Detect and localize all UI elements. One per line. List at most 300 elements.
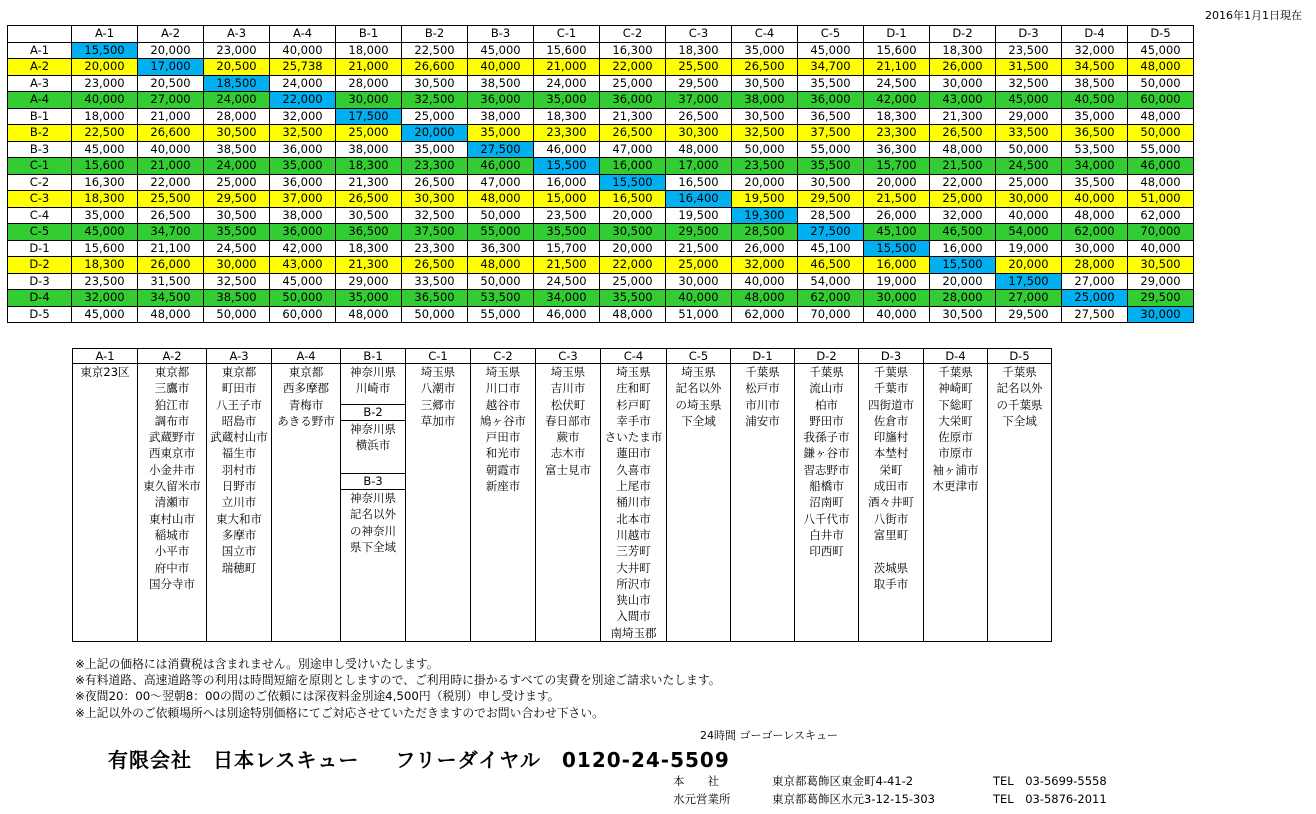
price-cell-same-zone: 27,500 bbox=[468, 141, 534, 158]
area-name: 流山市 bbox=[809, 381, 844, 396]
area-name: 市原市 bbox=[938, 446, 973, 461]
price-cell: 25,000 bbox=[336, 125, 402, 142]
price-cell: 38,500 bbox=[204, 290, 270, 307]
price-cell: 23,000 bbox=[204, 42, 270, 59]
price-cell: 40,000 bbox=[270, 42, 336, 59]
price-cell: 26,000 bbox=[732, 240, 798, 257]
price-cell: 31,500 bbox=[138, 273, 204, 290]
price-cell: 38,500 bbox=[204, 141, 270, 158]
price-cell: 48,000 bbox=[930, 141, 996, 158]
area-name: 所沢市 bbox=[616, 576, 651, 591]
area-subheader: B-3 bbox=[341, 473, 405, 490]
area-name: 四街道市 bbox=[868, 397, 914, 412]
price-cell: 18,300 bbox=[336, 158, 402, 175]
price-cell: 26,500 bbox=[402, 174, 468, 191]
price-cell: 50,000 bbox=[732, 141, 798, 158]
price-cell: 21,300 bbox=[930, 108, 996, 125]
price-cell: 51,000 bbox=[1128, 191, 1194, 208]
price-cell: 55,000 bbox=[468, 306, 534, 323]
price-cell: 53,500 bbox=[468, 290, 534, 307]
price-cell: 48,000 bbox=[600, 306, 666, 323]
price-cell: 26,600 bbox=[402, 59, 468, 76]
matrix-row bbox=[8, 257, 1194, 274]
price-cell: 20,500 bbox=[204, 59, 270, 76]
price-cell: 50,000 bbox=[996, 141, 1062, 158]
area-column bbox=[731, 364, 795, 642]
price-cell: 15,600 bbox=[534, 42, 600, 59]
area-name: 三芳町 bbox=[616, 544, 651, 559]
column-header: D-5 bbox=[1128, 26, 1194, 43]
price-cell-same-zone: 17,500 bbox=[336, 108, 402, 125]
area-column bbox=[601, 364, 667, 642]
row-header: A-2 bbox=[8, 59, 72, 76]
price-cell: 19,500 bbox=[732, 191, 798, 208]
price-cell: 29,500 bbox=[666, 75, 732, 92]
price-cell: 50,000 bbox=[204, 306, 270, 323]
area-name: 東京23区 bbox=[80, 365, 130, 379]
price-cell: 36,000 bbox=[468, 92, 534, 109]
area-column-header: D-2 bbox=[795, 349, 859, 364]
matrix-row bbox=[8, 108, 1194, 125]
freedial-number: フリーダイヤル 0120-24-5509 bbox=[395, 748, 730, 772]
price-cell: 32,500 bbox=[402, 207, 468, 224]
price-cell: 19,500 bbox=[666, 207, 732, 224]
price-cell: 28,000 bbox=[1062, 257, 1128, 274]
price-matrix bbox=[7, 25, 1194, 323]
price-cell: 21,500 bbox=[930, 158, 996, 175]
area-name: 神奈川県 bbox=[350, 365, 396, 379]
area-name: 清瀬市 bbox=[154, 495, 190, 510]
price-cell: 18,300 bbox=[666, 42, 732, 59]
area-name: 本埜村 bbox=[873, 446, 909, 461]
area-name: 千葉県 bbox=[873, 365, 909, 379]
price-cell: 30,000 bbox=[864, 290, 930, 307]
price-cell: 26,500 bbox=[600, 125, 666, 142]
area-name: 日野市 bbox=[221, 479, 257, 494]
price-cell: 50,000 bbox=[1128, 75, 1194, 92]
price-cell: 54,000 bbox=[798, 273, 864, 290]
row-header: B-1 bbox=[8, 108, 72, 125]
price-cell: 48,000 bbox=[1062, 207, 1128, 224]
area-name: 木更津市 bbox=[932, 479, 979, 494]
price-cell: 24,500 bbox=[204, 240, 270, 257]
matrix-row bbox=[8, 290, 1194, 307]
price-cell: 36,300 bbox=[468, 240, 534, 257]
area-name: 春日部市 bbox=[545, 413, 591, 428]
area-name: 白井市 bbox=[809, 527, 844, 542]
area-name: 朝霞市 bbox=[485, 462, 521, 477]
area-name: 記名以外 bbox=[996, 381, 1043, 396]
row-header: A-1 bbox=[8, 42, 72, 59]
price-cell: 42,000 bbox=[270, 240, 336, 257]
price-cell: 45,000 bbox=[270, 273, 336, 290]
matrix-row bbox=[8, 224, 1194, 241]
column-header: C-1 bbox=[534, 26, 600, 43]
price-cell: 48,000 bbox=[732, 290, 798, 307]
price-cell: 22,500 bbox=[72, 125, 138, 142]
price-cell: 32,000 bbox=[72, 290, 138, 307]
area-name: 桶川市 bbox=[616, 495, 651, 510]
price-cell: 50,000 bbox=[468, 273, 534, 290]
price-cell: 43,000 bbox=[930, 92, 996, 109]
area-column-header: C-3 bbox=[536, 349, 601, 364]
price-cell: 34,000 bbox=[534, 290, 600, 307]
price-cell: 26,500 bbox=[930, 125, 996, 142]
price-cell: 60,000 bbox=[270, 306, 336, 323]
price-cell: 28,500 bbox=[798, 207, 864, 224]
matrix-corner bbox=[8, 26, 72, 43]
area-name: 青梅市 bbox=[288, 397, 324, 412]
price-cell: 30,000 bbox=[204, 257, 270, 274]
area-name: 印旛村 bbox=[873, 430, 909, 445]
price-cell: 21,500 bbox=[864, 191, 930, 208]
area-name: 印西町 bbox=[809, 544, 844, 559]
area-column-header: D-4 bbox=[924, 349, 988, 364]
price-cell: 16,500 bbox=[600, 191, 666, 208]
area-name: 神奈川県 bbox=[350, 491, 396, 506]
area-name: 埼玉県 bbox=[550, 365, 586, 379]
area-name: 埼玉県 bbox=[681, 365, 716, 379]
price-cell: 23,300 bbox=[402, 158, 468, 175]
price-cell: 26,500 bbox=[138, 207, 204, 224]
price-cell-same-zone: 17,500 bbox=[996, 273, 1062, 290]
area-name: 我孫子市 bbox=[803, 430, 850, 445]
area-name: 川口市 bbox=[485, 381, 521, 396]
column-header: C-3 bbox=[666, 26, 732, 43]
row-header: C-2 bbox=[8, 174, 72, 191]
note-line: ※有料道路、高速道路等の利用は時間短縮を原則としますので、ご利用時に掛かるすべての実費を別途ご請求いたします。 bbox=[75, 673, 721, 688]
price-cell: 29,000 bbox=[336, 273, 402, 290]
price-cell: 15,000 bbox=[534, 191, 600, 208]
price-cell: 35,000 bbox=[1062, 108, 1128, 125]
price-cell: 40,000 bbox=[138, 141, 204, 158]
price-cell: 25,000 bbox=[930, 191, 996, 208]
area-column bbox=[667, 364, 731, 642]
price-cell: 21,100 bbox=[138, 240, 204, 257]
area-name: 東久留米市 bbox=[143, 479, 201, 494]
price-cell: 32,000 bbox=[270, 108, 336, 125]
price-cell: 18,300 bbox=[72, 191, 138, 208]
price-cell: 35,000 bbox=[336, 290, 402, 307]
area-name: 福生市 bbox=[221, 446, 257, 461]
price-cell: 35,000 bbox=[72, 207, 138, 224]
price-cell: 25,738 bbox=[270, 59, 336, 76]
price-cell: 21,300 bbox=[336, 257, 402, 274]
price-cell: 16,000 bbox=[600, 158, 666, 175]
price-cell: 36,500 bbox=[402, 290, 468, 307]
area-name: 八王子市 bbox=[216, 397, 262, 412]
area-name: 埼玉県 bbox=[420, 365, 456, 379]
price-cell: 21,000 bbox=[138, 108, 204, 125]
area-name: 西東京市 bbox=[149, 446, 195, 461]
price-cell: 19,000 bbox=[864, 273, 930, 290]
price-cell: 35,000 bbox=[468, 125, 534, 142]
column-header: D-3 bbox=[996, 26, 1062, 43]
price-cell: 24,000 bbox=[204, 158, 270, 175]
area-name: 三郷市 bbox=[420, 397, 456, 412]
price-cell: 30,500 bbox=[336, 207, 402, 224]
area-name: 沼南町 bbox=[809, 495, 844, 510]
note-line: ※上記の価格には消費税は含まれません。別途申し受けいたします。 bbox=[75, 657, 439, 671]
price-cell: 23,500 bbox=[534, 207, 600, 224]
area-name: あきる野市 bbox=[277, 413, 335, 428]
price-cell: 20,000 bbox=[600, 240, 666, 257]
price-cell: 38,500 bbox=[468, 75, 534, 92]
price-cell: 24,000 bbox=[204, 92, 270, 109]
price-cell: 28,000 bbox=[336, 75, 402, 92]
area-name: 八街市 bbox=[873, 511, 909, 526]
area-name: 国分寺市 bbox=[149, 576, 195, 591]
matrix-row bbox=[8, 141, 1194, 158]
price-cell: 30,500 bbox=[600, 224, 666, 241]
price-cell: 35,000 bbox=[402, 141, 468, 158]
price-cell: 50,000 bbox=[1128, 125, 1194, 142]
price-cell: 25,000 bbox=[402, 108, 468, 125]
price-cell: 40,000 bbox=[468, 59, 534, 76]
area-column-header: A-3 bbox=[207, 349, 272, 364]
area-name: 武蔵村山市 bbox=[210, 430, 268, 445]
area-column-header: D-1 bbox=[731, 349, 795, 364]
area-name: 羽村市 bbox=[221, 462, 257, 477]
price-cell: 25,000 bbox=[600, 273, 666, 290]
column-header: B-3 bbox=[468, 26, 534, 43]
area-column bbox=[207, 364, 272, 642]
price-cell: 22,000 bbox=[930, 174, 996, 191]
price-cell: 40,000 bbox=[72, 92, 138, 109]
area-name: 府中市 bbox=[154, 560, 190, 575]
price-cell: 30,500 bbox=[204, 125, 270, 142]
column-header: D-4 bbox=[1062, 26, 1128, 43]
row-header: B-2 bbox=[8, 125, 72, 142]
price-cell: 29,000 bbox=[1128, 273, 1194, 290]
price-cell: 26,500 bbox=[732, 59, 798, 76]
price-cell: 43,000 bbox=[270, 257, 336, 274]
area-name: 栄町 bbox=[879, 462, 903, 477]
area-name: 吉川市 bbox=[550, 381, 586, 396]
area-name: 横浜市 bbox=[355, 437, 391, 452]
area-name: 富里町 bbox=[873, 527, 909, 542]
price-cell: 15,600 bbox=[72, 240, 138, 257]
price-cell: 29,500 bbox=[204, 191, 270, 208]
note-line: ※上記以外のご依頼場所へは別途特別価格にてご対応させていただきますのでお問い合わせ下さい。 bbox=[75, 705, 604, 720]
price-cell: 50,000 bbox=[402, 306, 468, 323]
area-name: 千葉県 bbox=[938, 365, 973, 379]
area-name: 小金井市 bbox=[149, 462, 195, 477]
price-cell: 24,500 bbox=[996, 158, 1062, 175]
price-cell: 40,500 bbox=[1062, 92, 1128, 109]
price-cell-same-zone: 30,000 bbox=[1128, 306, 1194, 323]
area-name: 千葉県 bbox=[745, 365, 780, 379]
area-name: 調布市 bbox=[154, 413, 190, 428]
price-cell: 46,500 bbox=[798, 257, 864, 274]
matrix-row bbox=[8, 59, 1194, 76]
price-cell: 70,000 bbox=[798, 306, 864, 323]
price-cell: 21,300 bbox=[336, 174, 402, 191]
company-banner bbox=[108, 744, 766, 773]
area-column-header: C-2 bbox=[471, 349, 536, 364]
price-cell: 23,300 bbox=[864, 125, 930, 142]
price-cell: 18,000 bbox=[72, 108, 138, 125]
price-cell: 20,000 bbox=[732, 174, 798, 191]
area-name: 東大和市 bbox=[216, 511, 262, 526]
office-address: 東京都葛飾区水元3-12-15-303 bbox=[772, 792, 935, 806]
area-name: 川崎市 bbox=[355, 381, 391, 396]
office-tel: TEL 03-5699-5558 bbox=[993, 774, 1107, 788]
as-of-date: 2016年1月1日現在 bbox=[1205, 9, 1302, 22]
area-name: 入間市 bbox=[616, 609, 651, 624]
matrix-row bbox=[8, 240, 1194, 257]
area-column-header: B-1 bbox=[341, 349, 406, 364]
area-name: 新座市 bbox=[485, 479, 521, 494]
area-column-header: A-2 bbox=[138, 349, 207, 364]
area-name: 埼玉県 bbox=[616, 365, 651, 379]
price-cell: 51,000 bbox=[666, 306, 732, 323]
price-cell-same-zone: 15,500 bbox=[534, 158, 600, 175]
price-cell: 23,500 bbox=[72, 273, 138, 290]
price-cell: 27,000 bbox=[1062, 273, 1128, 290]
row-header: D-5 bbox=[8, 306, 72, 323]
price-cell: 36,000 bbox=[600, 92, 666, 109]
price-cell: 20,500 bbox=[138, 75, 204, 92]
price-cell: 30,000 bbox=[996, 191, 1062, 208]
tagline: 24時間 ゴーゴーレスキュー bbox=[700, 729, 838, 742]
column-header: A-2 bbox=[138, 26, 204, 43]
price-cell: 17,000 bbox=[666, 158, 732, 175]
price-cell: 22,000 bbox=[600, 257, 666, 274]
area-name: 茨城県 bbox=[873, 560, 909, 575]
area-name: 戸田市 bbox=[485, 430, 521, 445]
column-header: D-2 bbox=[930, 26, 996, 43]
area-name: 下全域 bbox=[1002, 413, 1037, 428]
price-cell-same-zone: 15,500 bbox=[72, 42, 138, 59]
area-name: 国立市 bbox=[221, 544, 257, 559]
price-cell: 45,000 bbox=[1128, 42, 1194, 59]
area-name: 杉戸町 bbox=[616, 397, 651, 412]
area-column-header: C-1 bbox=[406, 349, 471, 364]
area-column-header: C-5 bbox=[667, 349, 731, 364]
price-cell: 38,000 bbox=[732, 92, 798, 109]
price-cell: 18,300 bbox=[930, 42, 996, 59]
area-name: 千葉県 bbox=[809, 365, 844, 379]
price-cell: 46,000 bbox=[468, 158, 534, 175]
area-name: 鎌ヶ谷市 bbox=[803, 446, 850, 461]
price-cell: 50,000 bbox=[468, 207, 534, 224]
price-cell: 15,600 bbox=[72, 158, 138, 175]
price-cell: 48,000 bbox=[138, 306, 204, 323]
area-column bbox=[138, 364, 207, 642]
office-name: 本 社 bbox=[673, 774, 719, 788]
price-cell: 24,000 bbox=[534, 75, 600, 92]
price-cell: 20,000 bbox=[930, 273, 996, 290]
price-cell: 32,500 bbox=[996, 75, 1062, 92]
price-cell: 29,000 bbox=[996, 108, 1062, 125]
area-name: 上尾市 bbox=[616, 479, 651, 494]
area-name: 草加市 bbox=[420, 413, 456, 428]
office-tel: TEL 03-5876-2011 bbox=[993, 792, 1107, 806]
area-name: 市川市 bbox=[745, 397, 780, 412]
price-cell: 32,000 bbox=[732, 257, 798, 274]
price-cell: 21,300 bbox=[600, 108, 666, 125]
area-name: 八千代市 bbox=[803, 511, 850, 526]
price-cell: 30,000 bbox=[336, 92, 402, 109]
price-cell: 45,100 bbox=[798, 240, 864, 257]
price-cell: 62,000 bbox=[732, 306, 798, 323]
price-cell: 36,000 bbox=[270, 224, 336, 241]
price-cell: 48,000 bbox=[336, 306, 402, 323]
price-cell: 45,000 bbox=[72, 306, 138, 323]
price-cell: 27,500 bbox=[1062, 306, 1128, 323]
price-cell: 32,000 bbox=[930, 207, 996, 224]
price-cell: 40,000 bbox=[996, 207, 1062, 224]
matrix-row bbox=[8, 191, 1194, 208]
price-cell: 40,000 bbox=[864, 306, 930, 323]
column-header: A-3 bbox=[204, 26, 270, 43]
area-column-header: D-5 bbox=[988, 349, 1052, 364]
price-cell: 15,700 bbox=[534, 240, 600, 257]
price-cell: 26,500 bbox=[336, 191, 402, 208]
column-header: D-1 bbox=[864, 26, 930, 43]
price-cell: 32,500 bbox=[732, 125, 798, 142]
area-name: 町田市 bbox=[221, 381, 257, 396]
area-column bbox=[795, 364, 859, 642]
area-column bbox=[272, 364, 341, 642]
price-cell: 29,500 bbox=[666, 224, 732, 241]
area-name: 習志野市 bbox=[803, 462, 850, 477]
price-cell: 46,000 bbox=[1128, 158, 1194, 175]
row-header: C-1 bbox=[8, 158, 72, 175]
area-column bbox=[73, 364, 138, 642]
price-cell: 30,500 bbox=[930, 306, 996, 323]
price-cell: 26,500 bbox=[402, 257, 468, 274]
area-name: 川越市 bbox=[616, 527, 651, 542]
price-cell: 36,500 bbox=[336, 224, 402, 241]
price-cell: 40,000 bbox=[666, 290, 732, 307]
price-cell: 40,000 bbox=[732, 273, 798, 290]
price-cell: 37,500 bbox=[798, 125, 864, 142]
price-cell: 30,500 bbox=[798, 174, 864, 191]
price-cell: 27,000 bbox=[996, 290, 1062, 307]
area-name: 千葉市 bbox=[873, 381, 909, 396]
price-cell: 23,300 bbox=[402, 240, 468, 257]
price-cell: 48,000 bbox=[1128, 174, 1194, 191]
price-cell: 22,000 bbox=[600, 59, 666, 76]
price-cell: 18,000 bbox=[336, 42, 402, 59]
price-cell: 35,500 bbox=[534, 224, 600, 241]
price-cell-same-zone: 15,500 bbox=[864, 240, 930, 257]
area-name: 神崎町 bbox=[938, 381, 973, 396]
area-column bbox=[924, 364, 988, 642]
area-name: 記名以外 bbox=[350, 507, 396, 522]
price-cell: 35,500 bbox=[600, 290, 666, 307]
row-header: B-3 bbox=[8, 141, 72, 158]
price-cell: 30,000 bbox=[930, 75, 996, 92]
price-cell: 27,000 bbox=[138, 92, 204, 109]
price-cell: 40,000 bbox=[1062, 191, 1128, 208]
price-cell: 20,000 bbox=[600, 207, 666, 224]
price-cell: 30,500 bbox=[204, 207, 270, 224]
price-cell: 21,100 bbox=[864, 59, 930, 76]
price-cell: 33,500 bbox=[402, 273, 468, 290]
price-cell: 46,000 bbox=[534, 141, 600, 158]
price-cell: 18,300 bbox=[864, 108, 930, 125]
price-cell: 16,000 bbox=[864, 257, 930, 274]
area-name: 下全域 bbox=[681, 413, 716, 428]
area-name: 野田市 bbox=[809, 413, 844, 428]
row-header: D-4 bbox=[8, 290, 72, 307]
price-cell: 26,000 bbox=[864, 207, 930, 224]
area-name: 稲城市 bbox=[154, 527, 190, 542]
price-cell: 32,500 bbox=[270, 125, 336, 142]
